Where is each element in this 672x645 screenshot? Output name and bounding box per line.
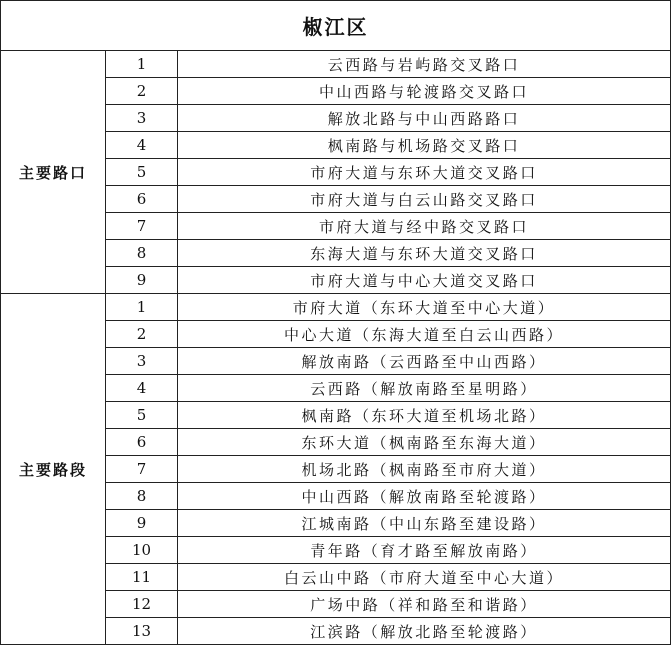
row-number: 1 [106, 51, 178, 78]
row-number: 3 [106, 348, 178, 375]
row-number: 8 [106, 483, 178, 510]
location-name: 市府大道与白云山路交叉路口 [178, 186, 671, 213]
location-name: 东环大道（枫南路至东海大道） [178, 429, 671, 456]
location-name: 白云山中路（市府大道至中心大道） [178, 564, 671, 591]
row-number: 1 [106, 294, 178, 321]
location-name: 江城南路（中山东路至建设路） [178, 510, 671, 537]
table-body [1, 51, 671, 645]
row-number: 10 [106, 537, 178, 564]
row-number: 7 [106, 213, 178, 240]
row-number: 2 [106, 78, 178, 105]
table-title: 椒江区 [1, 1, 671, 51]
row-number: 4 [106, 132, 178, 159]
location-name: 广场中路（祥和路至和谐路） [178, 591, 671, 618]
location-name: 市府大道（东环大道至中心大道） [178, 294, 671, 321]
row-number: 4 [106, 375, 178, 402]
row-number: 3 [106, 105, 178, 132]
location-name: 市府大道与东环大道交叉路口 [178, 159, 671, 186]
group-label: 主要路口 [1, 51, 106, 294]
row-number: 6 [106, 186, 178, 213]
row-number: 12 [106, 591, 178, 618]
location-name: 云西路（解放南路至星明路） [178, 375, 671, 402]
row-number: 5 [106, 159, 178, 186]
location-name: 青年路（育才路至解放南路） [178, 537, 671, 564]
location-name: 中山西路与轮渡路交叉路口 [178, 78, 671, 105]
location-name: 市府大道与中心大道交叉路口 [178, 267, 671, 294]
location-name: 解放南路（云西路至中山西路） [178, 348, 671, 375]
row-number: 11 [106, 564, 178, 591]
table-row [1, 51, 671, 78]
group-label: 主要路段 [1, 294, 106, 645]
table-row [1, 294, 671, 321]
row-number: 9 [106, 510, 178, 537]
location-name: 中山西路（解放南路至轮渡路） [178, 483, 671, 510]
location-name: 解放北路与中山西路路口 [178, 105, 671, 132]
location-name: 机场北路（枫南路至市府大道） [178, 456, 671, 483]
row-number: 7 [106, 456, 178, 483]
row-number: 2 [106, 321, 178, 348]
row-number: 5 [106, 402, 178, 429]
location-name: 枫南路（东环大道至机场北路） [178, 402, 671, 429]
location-name: 中心大道（东海大道至白云山西路） [178, 321, 671, 348]
location-name: 市府大道与经中路交叉路口 [178, 213, 671, 240]
row-number: 6 [106, 429, 178, 456]
location-name: 东海大道与东环大道交叉路口 [178, 240, 671, 267]
row-number: 13 [106, 618, 178, 645]
row-number: 8 [106, 240, 178, 267]
row-number: 9 [106, 267, 178, 294]
location-name: 云西路与岩屿路交叉路口 [178, 51, 671, 78]
location-name: 江滨路（解放北路至轮渡路） [178, 618, 671, 645]
location-name: 枫南路与机场路交叉路口 [178, 132, 671, 159]
